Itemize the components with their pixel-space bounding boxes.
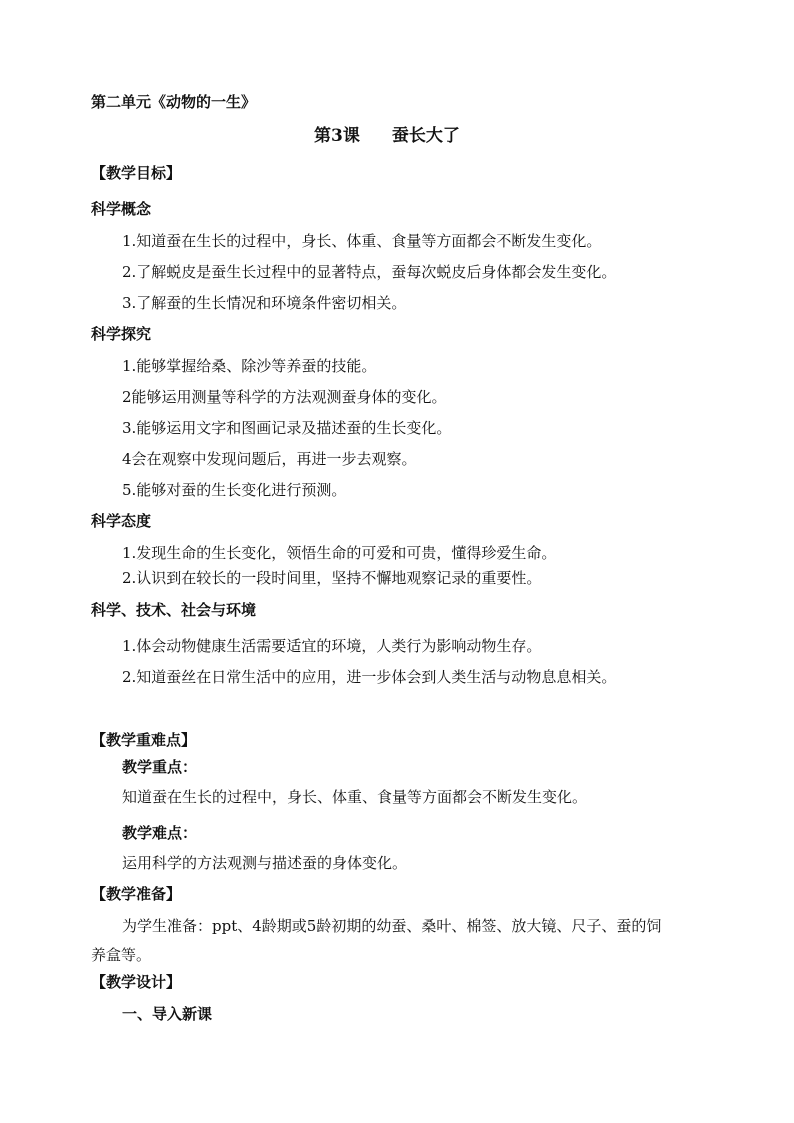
attitude-heading: 科学态度	[91, 512, 152, 530]
concepts-heading: 科学概念	[91, 200, 152, 218]
lesson-name: 蚕长大了	[391, 126, 460, 146]
list-item: 2.认识到在较长的一段时间里，坚持不懈地观察记录的重要性。	[122, 569, 542, 587]
sts-heading: 科学、技术、社会与环境	[91, 601, 257, 619]
focus-label: 教学重点：	[122, 758, 198, 776]
design-heading: 【教学设计】	[91, 973, 182, 991]
difficulty-label: 教学难点：	[122, 824, 198, 842]
preparation-text-line-2: 养盒等。	[91, 946, 152, 964]
key-points-heading: 【教学重难点】	[91, 731, 197, 749]
list-item: 4会在观察中发现问题后，再进一步去观察。	[122, 450, 417, 468]
list-item: 1.能够掌握给桑、除沙等养蚕的技能。	[122, 357, 377, 375]
preparation-heading: 【教学准备】	[91, 885, 182, 903]
inquiry-heading: 科学探究	[91, 325, 152, 343]
lesson-title	[314, 126, 460, 146]
list-item: 3.能够运用文字和图画记录及描述蚕的生长变化。	[122, 419, 452, 437]
focus-text: 知道蚕在生长的过程中，身长、体重、食量等方面都会不断发生变化。	[122, 788, 588, 806]
unit-title: 第二单元《动物的一生》	[91, 93, 257, 111]
list-item: 1.发现生命的生长变化，领悟生命的可爱和可贵，懂得珍爱生命。	[122, 544, 557, 562]
list-item: 5.能够对蚕的生长变化进行预测。	[122, 481, 347, 499]
design-section-1: 一、导入新课	[122, 1005, 213, 1023]
list-item: 3.了解蚕的生长情况和环境条件密切相关。	[122, 294, 407, 312]
difficulty-text: 运用科学的方法观测与描述蚕的身体变化。	[122, 854, 408, 872]
list-item: 1.体会动物健康生活需要适宜的环境，人类行为影响动物生存。	[122, 637, 542, 655]
objectives-heading: 【教学目标】	[91, 164, 182, 182]
list-item: 2.了解蜕皮是蚕生长过程中的显著特点，蚕每次蜕皮后身体都会发生变化。	[122, 263, 617, 281]
list-item: 1.知道蚕在生长的过程中，身长、体重、食量等方面都会不断发生变化。	[122, 232, 602, 250]
lesson-number: 第3课	[314, 126, 360, 146]
preparation-text-line-1: 为学生准备：ppt、4龄期或5龄初期的幼蚕、桑叶、棉签、放大镜、尺子、蚕的饲	[122, 917, 662, 935]
list-item: 2.知道蚕丝在日常生活中的应用，进一步体会到人类生活与动物息息相关。	[122, 668, 617, 686]
list-item: 2能够运用测量等科学的方法观测蚕身体的变化。	[122, 388, 447, 406]
